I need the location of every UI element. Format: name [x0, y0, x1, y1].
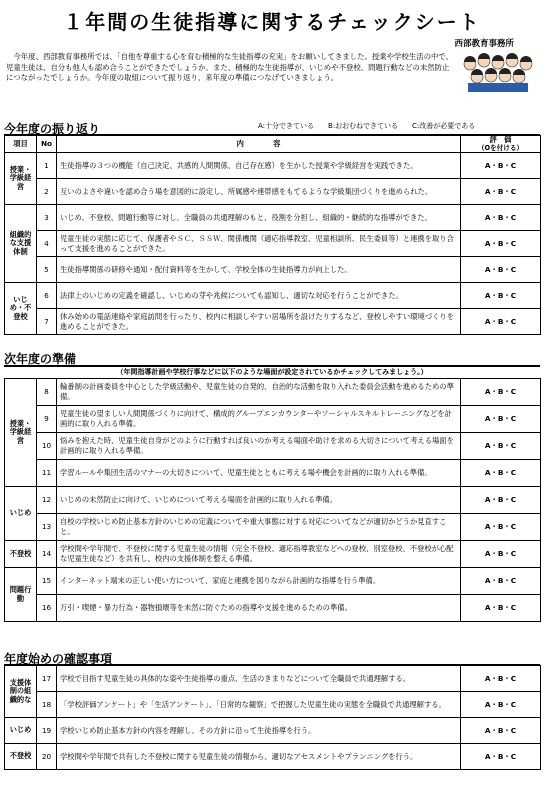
table-row [5, 595, 541, 622]
start-of-year-table [4, 665, 541, 770]
evaluation-choices: A・B・C [461, 283, 541, 309]
item-number: 8 [37, 379, 57, 406]
item-content: 学習ルールや集団生活のマナーの大切さについて、児童生徒とともに考える場や機会を計画的に取り入れる準備。 [57, 460, 461, 487]
item-content: 悩みを抱えた時、児童生徒自身がどのように行動すれば良いのか考える場面や助けを求める大切さについて考える場面を計画的に取り入れる準備。 [57, 433, 461, 460]
header-eval-label: 評 価 [489, 135, 512, 144]
item-number: 6 [37, 283, 57, 309]
item-number: 1 [37, 153, 57, 179]
category-cell: 授業・学級経営 [5, 153, 37, 205]
evaluation-choices: A・B・C [461, 718, 541, 744]
item-number: 9 [37, 406, 57, 433]
evaluation-choices: A・B・C [461, 257, 541, 283]
evaluation-choices: A・B・C [461, 487, 541, 514]
category-cell: いじめ [5, 487, 37, 541]
category-cell: いじめ [5, 718, 37, 744]
evaluation-choices: A・B・C [461, 406, 541, 433]
item-number: 15 [37, 568, 57, 595]
evaluation-choices: A・B・C [461, 692, 541, 718]
item-content: 学校間や学年間で共有した不登校に関する児童生徒の情報から、適切なアセスメントやプランニングを行う。 [57, 744, 461, 770]
table-row [5, 460, 541, 487]
table-row [5, 309, 541, 335]
table-row [5, 231, 541, 257]
evaluation-choices: A・B・C [461, 744, 541, 770]
table-row [5, 744, 541, 770]
preparation-table [4, 378, 541, 622]
table-row [5, 568, 541, 595]
evaluation-choices: A・B・C [461, 231, 541, 257]
table-row [5, 179, 541, 205]
item-number: 4 [37, 231, 57, 257]
item-number: 5 [37, 257, 57, 283]
preparation-note: （年間指導計画や学校行事などに以下のような場面が設定されているかチェックしてみましょう。） [116, 368, 428, 376]
evaluation-choices: A・B・C [461, 153, 541, 179]
category-cell: 支援体制の組織的な [5, 666, 37, 718]
category-cell: 不登校 [5, 541, 37, 568]
item-content: インターネット端末の正しい使い方について、家庭と連携を図りながら計画的な指導を行う準備。 [57, 568, 461, 595]
table-row [5, 433, 541, 460]
evaluation-choices: A・B・C [461, 179, 541, 205]
header-content: 内 容 [57, 136, 461, 153]
table-row [5, 666, 541, 692]
reflection-table [4, 135, 541, 335]
organization-name: 西部教育事務所 [454, 39, 514, 49]
item-number: 12 [37, 487, 57, 514]
item-content: 学校間や学年間で、不登校に関する児童生徒の情報（完全不登校、適応指導教室などへの登校、別室登校、不登校が心配な児童生徒など）を共有し、校内の支援体制を整える準備。 [57, 541, 461, 568]
category-cell: いじめ・不登校 [5, 283, 37, 335]
category-cell: 授業・学級経営 [5, 379, 37, 487]
page-title: １年間の生徒指導に関するチェックシート [63, 10, 481, 34]
table-row [5, 487, 541, 514]
item-number: 16 [37, 595, 57, 622]
evaluation-choices: A・B・C [461, 433, 541, 460]
evaluation-choices: A・B・C [461, 379, 541, 406]
table-row [5, 541, 541, 568]
item-content: 互いのよさや違いを認め合う場を意図的に設定し、所属感や連帯感をもてるような学級集団づくりを進められた。 [57, 179, 461, 205]
item-content: 学校で目指す児童生徒の具体的な姿や生徒指導の重点、生活のきまりなどについて全職員で共通理解する。 [57, 666, 461, 692]
item-number: 17 [37, 666, 57, 692]
item-number: 10 [37, 433, 57, 460]
evaluation-choices: A・B・C [461, 541, 541, 568]
evaluation-choices: A・B・C [461, 309, 541, 335]
students-group-illustration [460, 50, 536, 92]
header-eval-sub: （Oを付ける） [477, 144, 524, 152]
item-number: 18 [37, 692, 57, 718]
item-content: いじめ、不登校、問題行動等に対し、全職員の共通理解のもと、役割を分担し、組織的・継続的な指導ができた。 [57, 205, 461, 231]
category-cell: 問題行動 [5, 568, 37, 622]
evaluation-choices: A・B・C [461, 514, 541, 541]
table-header-row [5, 136, 541, 153]
section-title-start-of-year: 年度始めの確認事項 [4, 652, 113, 666]
item-number: 7 [37, 309, 57, 335]
evaluation-choices: A・B・C [461, 595, 541, 622]
header-no: No [37, 136, 57, 153]
table-row [5, 205, 541, 231]
item-number: 19 [37, 718, 57, 744]
item-number: 14 [37, 541, 57, 568]
header-category: 項目 [5, 136, 37, 153]
table-row [5, 153, 541, 179]
item-content: 万引・喫煙・暴力行為・器物損壊等を未然に防ぐための指導や支援を進めるための準備。 [57, 595, 461, 622]
item-number: 20 [37, 744, 57, 770]
item-content: 児童生徒の望ましい人間関係づくりに向けて、構成的グループエンカウンターやソーシャルスキルトレーニングなどを計画的に取り入れる準備。 [57, 406, 461, 433]
evaluation-legend: A:十分できている B:おおむねできている C:改善が必要である [258, 122, 476, 130]
evaluation-choices: A・B・C [461, 205, 541, 231]
table-row [5, 406, 541, 433]
evaluation-choices: A・B・C [461, 568, 541, 595]
table-row [5, 257, 541, 283]
item-content: 「学校評価アンケート」や「生活アンケート」、「日常的な観察」で把握した児童生徒の実態を全職員で共通理解する。 [57, 692, 461, 718]
header-evaluation [461, 136, 541, 153]
item-number: 11 [37, 460, 57, 487]
table-row [5, 514, 541, 541]
table-row [5, 283, 541, 309]
item-number: 3 [37, 205, 57, 231]
category-cell: 組織的な支援体制 [5, 205, 37, 283]
item-content: 生徒指導関係の研修や通知・配付資料等を生かして、学校全体の生徒指導力が向上した。 [57, 257, 461, 283]
item-content: 自校の学校いじめ防止基本方針のいじめの定義についてや重大事態に対する対応についてなどが適切かどうか見直すこと。 [57, 514, 461, 541]
item-content: 休み始めの電話連絡や家庭訪問を行ったり、校内に相談しやすい居場所を設けたりするなど、登校しやすい環境づくりを進めることができた。 [57, 309, 461, 335]
intro-text: 今年度、西部教育事務所では、「自他を尊重する心を育む積極的な生徒指導の充実」をお願いしてきました。授業や学校生活の中で、児童生徒は、自分も他人も認め合うことができたでしょうか。また、積極的な生徒指導が、いじめや不登校、問題行動などの未然防止につながったでしょうか。今年度の取組について振り返り、来年度の準備につなげていきましょう。 [6, 52, 453, 83]
item-content: 法律上のいじめの定義を確認し、いじめの芽や兆候についても認知し、適切な対応を行うことができた。 [57, 283, 461, 309]
table-row [5, 379, 541, 406]
item-number: 13 [37, 514, 57, 541]
item-content: 生徒指導の３つの機能（自己決定、共感的人間関係、自己存在感）を生かした授業や学級経営を実践できた。 [57, 153, 461, 179]
item-content: 学校いじめ防止基本方針の内容を理解し、その方針に沿って生徒指導を行う。 [57, 718, 461, 744]
evaluation-choices: A・B・C [461, 460, 541, 487]
evaluation-choices: A・B・C [461, 666, 541, 692]
item-content: いじめの未然防止に向けて、いじめについて考える場面を計画的に取り入れる準備。 [57, 487, 461, 514]
table-row [5, 692, 541, 718]
section-title-preparation: 次年度の準備 [4, 352, 77, 366]
category-cell: 不登校 [5, 744, 37, 770]
item-content: 輪番制の計画委員を中心とした学級活動や、児童生徒の自発的、自治的な活動を取り入れた委員会活動を進めるための準備。 [57, 379, 461, 406]
item-content: 児童生徒の実態に応じて、保護者やＳＣ、ＳＳＷ、関係機関（適応指導教室、児童相談所、民生委員等）と連携を取り合って支援を進めることができた。 [57, 231, 461, 257]
item-number: 2 [37, 179, 57, 205]
section-title-reflection: 今年度の振り返り [4, 122, 101, 136]
table-row [5, 718, 541, 744]
